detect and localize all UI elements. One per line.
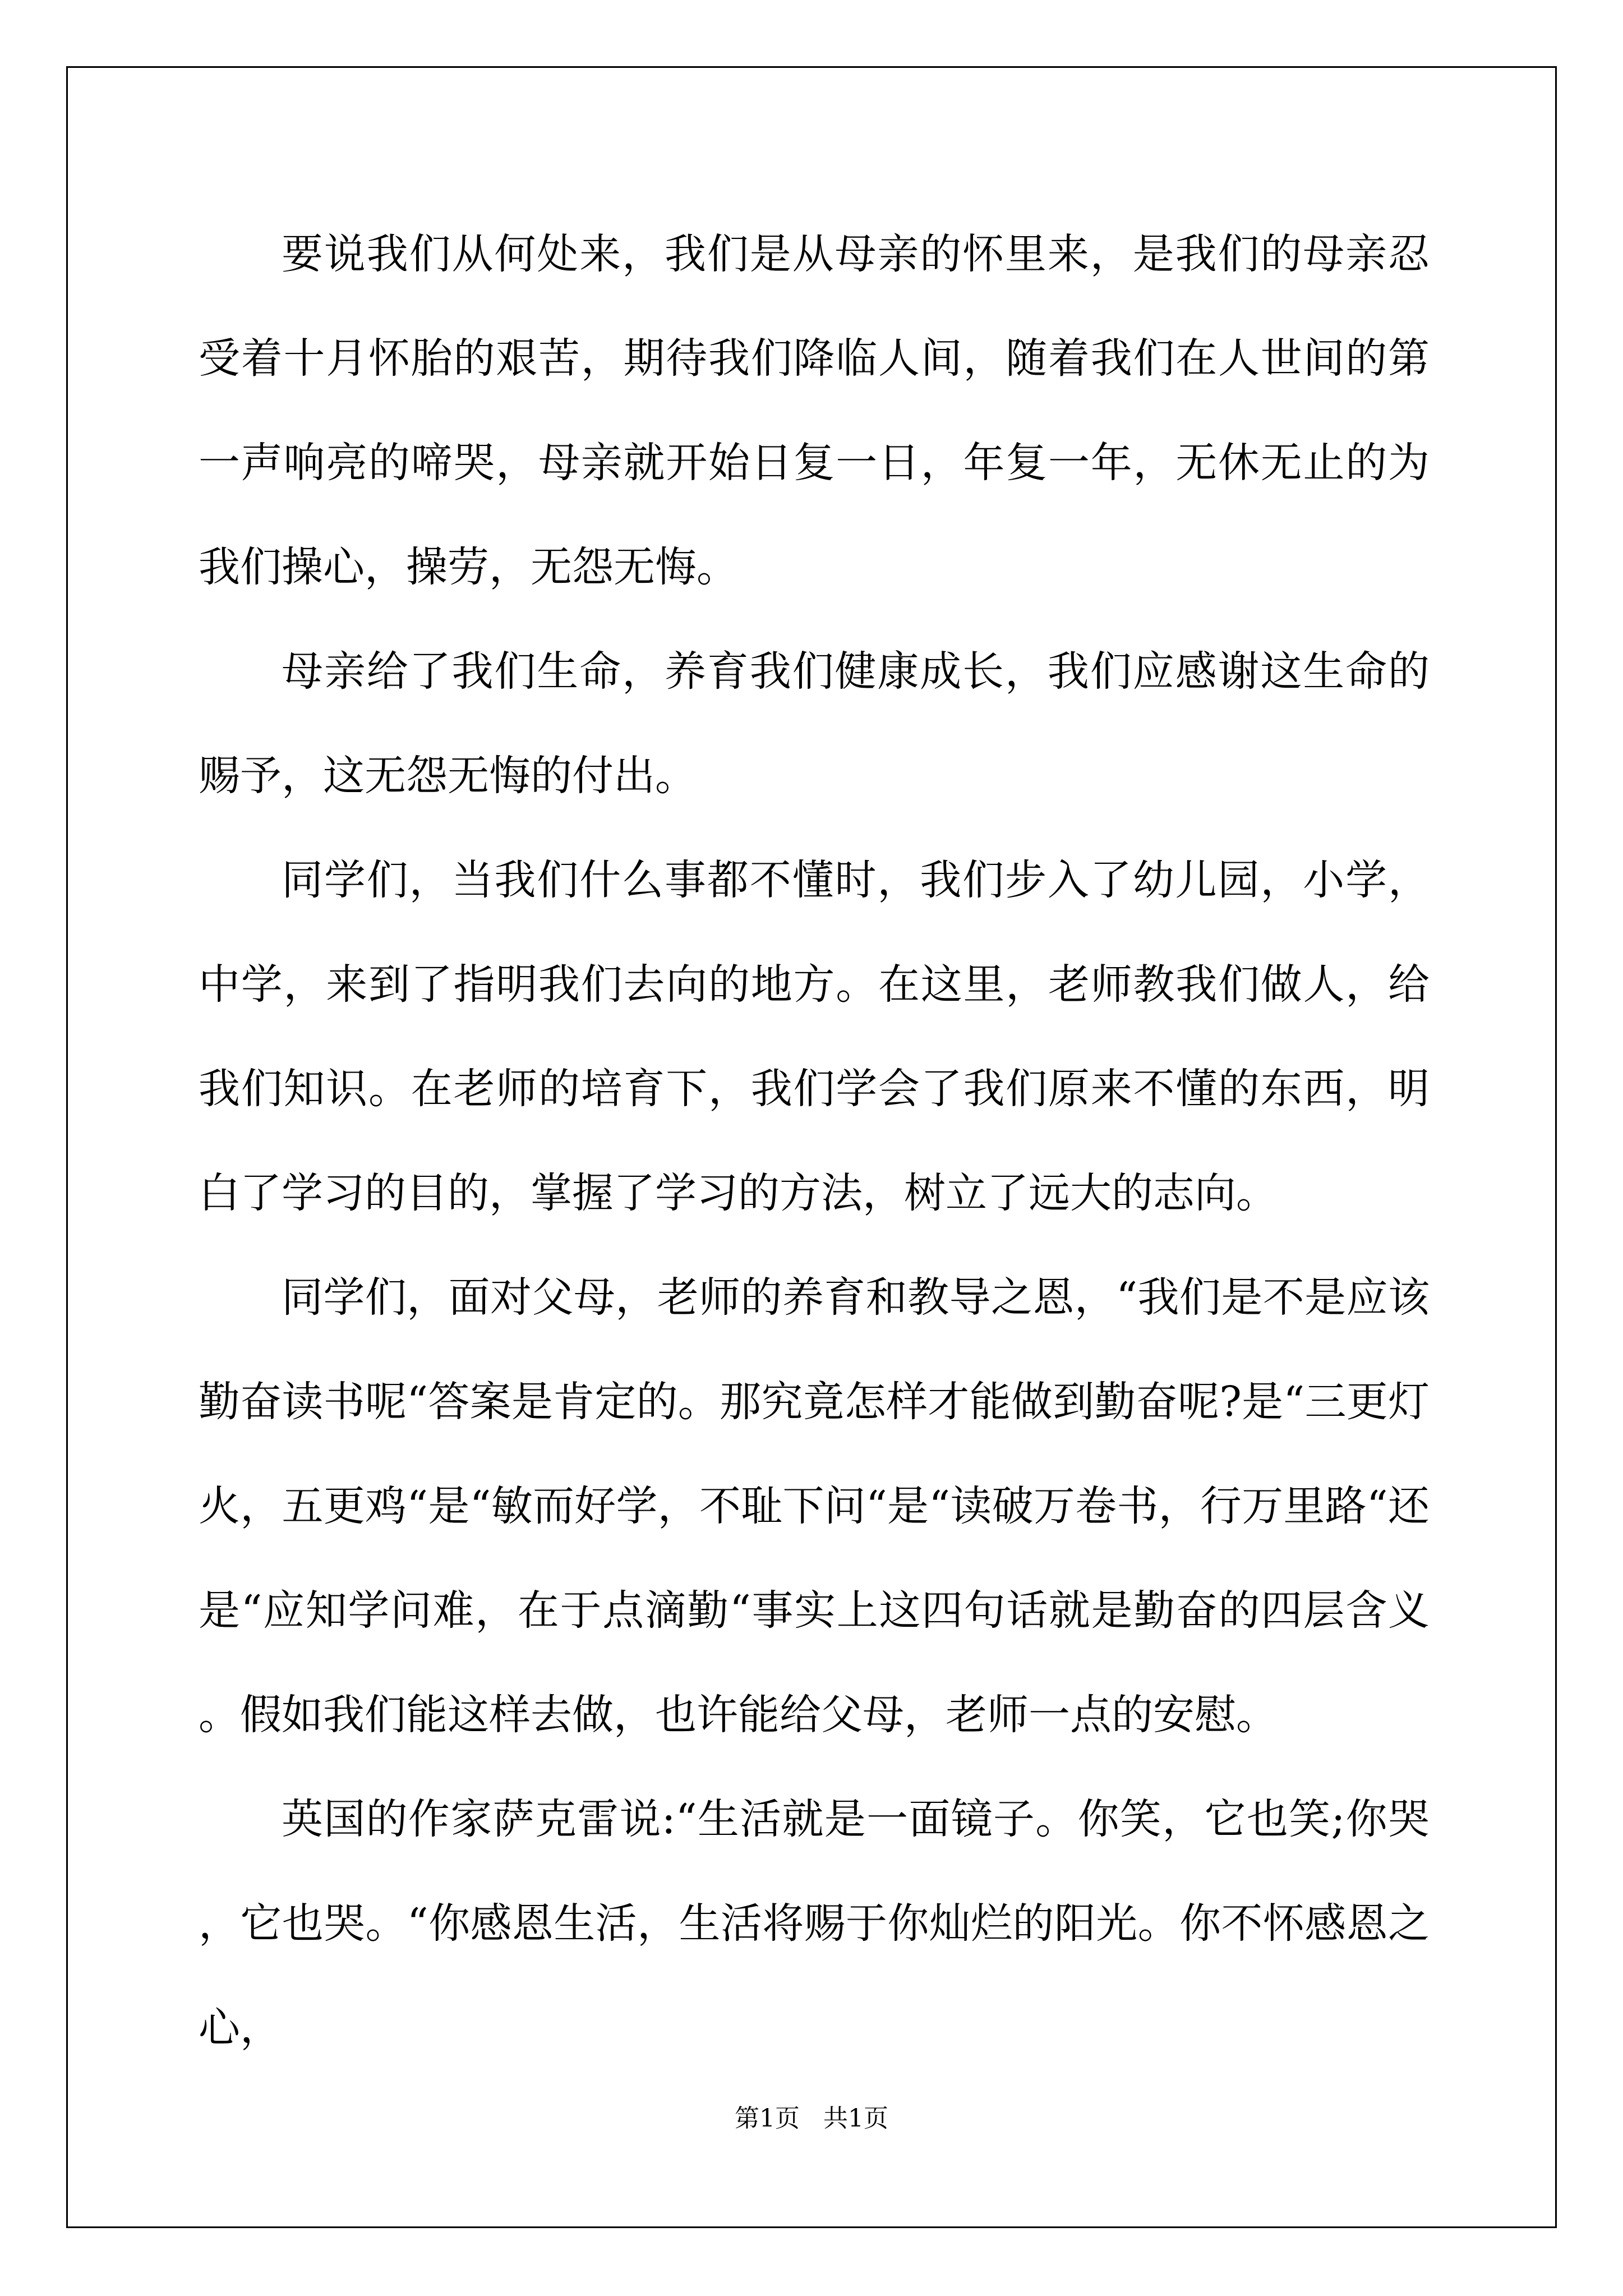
page-number-footer: 第1页 共1页 (735, 2104, 888, 2133)
paragraph-5: 英国的作家萨克雷说:“生活就是一面镜子。你笑，它也笑;你哭，它也哭。“你感恩生活，生活将赐于你灿烂的阳光。你不怀感恩之心， (199, 1795, 1430, 2052)
document-body (199, 202, 1430, 2080)
paragraph-4: 同学们，面对父母，老师的养育和教导之恩，“我们是不是应该勤奋读书呢“答案是肯定的。那究竟怎样才能做到勤奋呢?是“三更灯火，五更鸡“是“敏而好学，不耻下问“是“读破万卷书，行万里路“还是“应知学问难，在于点滴勤“事实上这四句话就是勤奋的四层含义。假如我们能这样去做，也许能给父母，老师一点的安慰。 (199, 1273, 1430, 1739)
paragraph-2: 母亲给了我们生命，养育我们健康成长，我们应感谢这生命的赐予，这无怨无悔的付出。 (199, 647, 1430, 800)
paragraph-1: 要说我们从何处来，我们是从母亲的怀里来，是我们的母亲忍受着十月怀胎的艰苦，期待我们降临人间，随着我们在人世间的第一声响亮的啼哭，母亲就开始日复一日，年复一年，无休无止的为我们操心，操劳，无怨无悔。 (199, 230, 1430, 591)
paragraph-3: 同学们，当我们什么事都不懂时，我们步入了幼儿园，小学，中学，来到了指明我们去向的地方。在这里，老师教我们做人，给我们知识。在老师的培育下，我们学会了我们原来不懂的东西，明白了学习的目的，掌握了学习的方法，树立了远大的志向。 (199, 856, 1430, 1217)
